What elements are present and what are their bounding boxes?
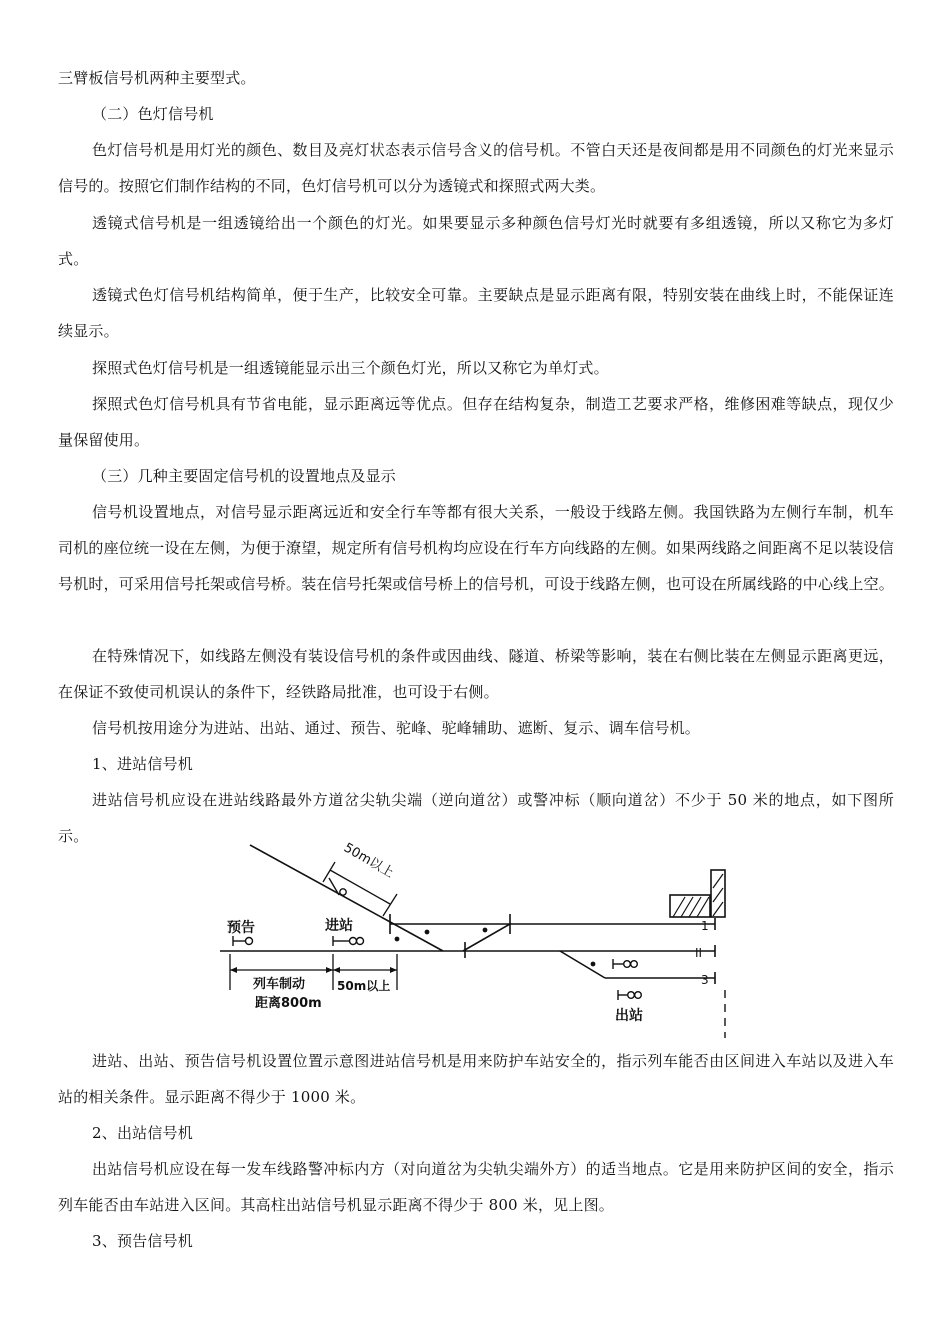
- starter-signal-icon-3: [613, 959, 637, 969]
- distant-signal-icon: [233, 936, 253, 946]
- signal-placement-diagram: [215, 840, 735, 1040]
- label-jinzhan: 进站: [325, 918, 353, 934]
- paragraph-searchlight-type: 探照式色灯信号机是一组透镜能显示出三个颜色灯光，所以又称它为单灯式。: [92, 359, 609, 377]
- heading-home-signal: 1、进站信号机: [92, 755, 193, 773]
- starter-signal-icon: [618, 990, 641, 1000]
- label-track-2: II: [695, 946, 703, 960]
- heading-color-light-signal: （二）色灯信号机: [92, 105, 214, 123]
- paragraph-special-cases: 在特殊情况下，如线路左侧没有装设信号机的条件或因曲线、隧道、桥梁等影响，装在右侧比装在左侧显示距离更远，在保证不致使司机误认的条件下，经铁路局批准，也可设于右侧。: [58, 647, 894, 701]
- label-50m-top: 50m以上: [341, 840, 397, 882]
- label-yugao: 预告: [227, 920, 255, 936]
- paragraph-signal-types: 信号机按用途分为进站、出站、通过、预告、驼峰、驼峰辅助、遮断、复示、调车信号机。: [92, 719, 701, 737]
- paragraph-home-signal: 进站信号机应设在进站线路最外方道岔尖轨尖端（逆向道岔）或警冲标（顺向道岔）不少于 50 米的地点，如下图所示。: [58, 791, 894, 845]
- paragraph-lens-pros-cons: 透镜式色灯信号机结构简单，便于生产，比较安全可靠。主要缺点是显示距离有限，特别安装在曲线上时，不能保证连续显示。: [58, 286, 894, 340]
- heading-distant-signal: 3、预告信号机: [92, 1232, 193, 1250]
- diverging-track-line: [250, 845, 443, 951]
- paragraph-searchlight-pros-cons: 探照式色灯信号机具有节省电能，显示距离远等优点。但存在结构复杂，制造工艺要求严格，维修困难等缺点，现仅少量保留使用。: [58, 395, 894, 449]
- paragraph-1: 三臂板信号机两种主要型式。: [58, 69, 256, 87]
- label-brake-distance-2: 距离800m: [255, 996, 322, 1011]
- label-track-3: 3: [701, 973, 709, 987]
- label-brake-distance-1: 列车制动: [253, 977, 306, 992]
- label-chuzhan: 出站: [615, 1008, 643, 1024]
- crossover-line: [463, 924, 510, 951]
- diagonal-signal-icon: [329, 878, 346, 895]
- home-signal-icon: [333, 936, 364, 946]
- label-track-1: 1: [701, 919, 709, 933]
- paragraph-color-light: 色灯信号机是用灯光的颜色、数目及亮灯状态表示信号含义的信号机。不管白天还是夜间都是用不同颜色的灯光来显示信号的。按照它们制作结构的不同，色灯信号机可以分为透镜式和探照式两大类。: [58, 141, 894, 195]
- label-50m-bottom: 50m以上: [337, 979, 391, 993]
- track-3-diverge: [560, 951, 605, 978]
- heading-starter-signal: 2、出站信号机: [92, 1124, 193, 1142]
- paragraph-signal-location: 信号机设置地点，对信号显示距离远近和安全行车等都有很大关系，一般设于线路左侧。我国铁路为左侧行车制，机车司机的座位统一设在左侧，为便于潦望，规定所有信号机构均应设在行车方向线路的左侧。如果两线路之间距离不足以装设信号机时，可采用信号托架或信号桥。装在信号托架或信号桥上的信号机，可设于线路左侧，也可设在所属线路的中心线上空。: [58, 503, 895, 593]
- paragraph-starter-signal: 出站信号机应设在每一发车线路警冲标内方（对向道岔为尖轨尖端外方）的适当地点。它是用来防护区间的安全，指示列车能否由车站进入区间。其高柱出站信号机显示距离不得少于 800 米，见上图。: [58, 1160, 894, 1214]
- paragraph-lens-type: 透镜式信号机是一组透镜给出一个颜色的灯光。如果要显示多种颜色信号灯光时就要有多组透镜，所以又称它为多灯式。: [58, 214, 894, 268]
- paragraph-figure-caption-home: 进站、出站、预告信号机设置位置示意图进站信号机是用来防护车站安全的，指示列车能否由区间进入车站以及进入车站的相关条件。显示距离不得少于 1000 米。: [58, 1052, 894, 1106]
- heading-signal-locations: （三）几种主要固定信号机的设置地点及显示: [92, 467, 397, 485]
